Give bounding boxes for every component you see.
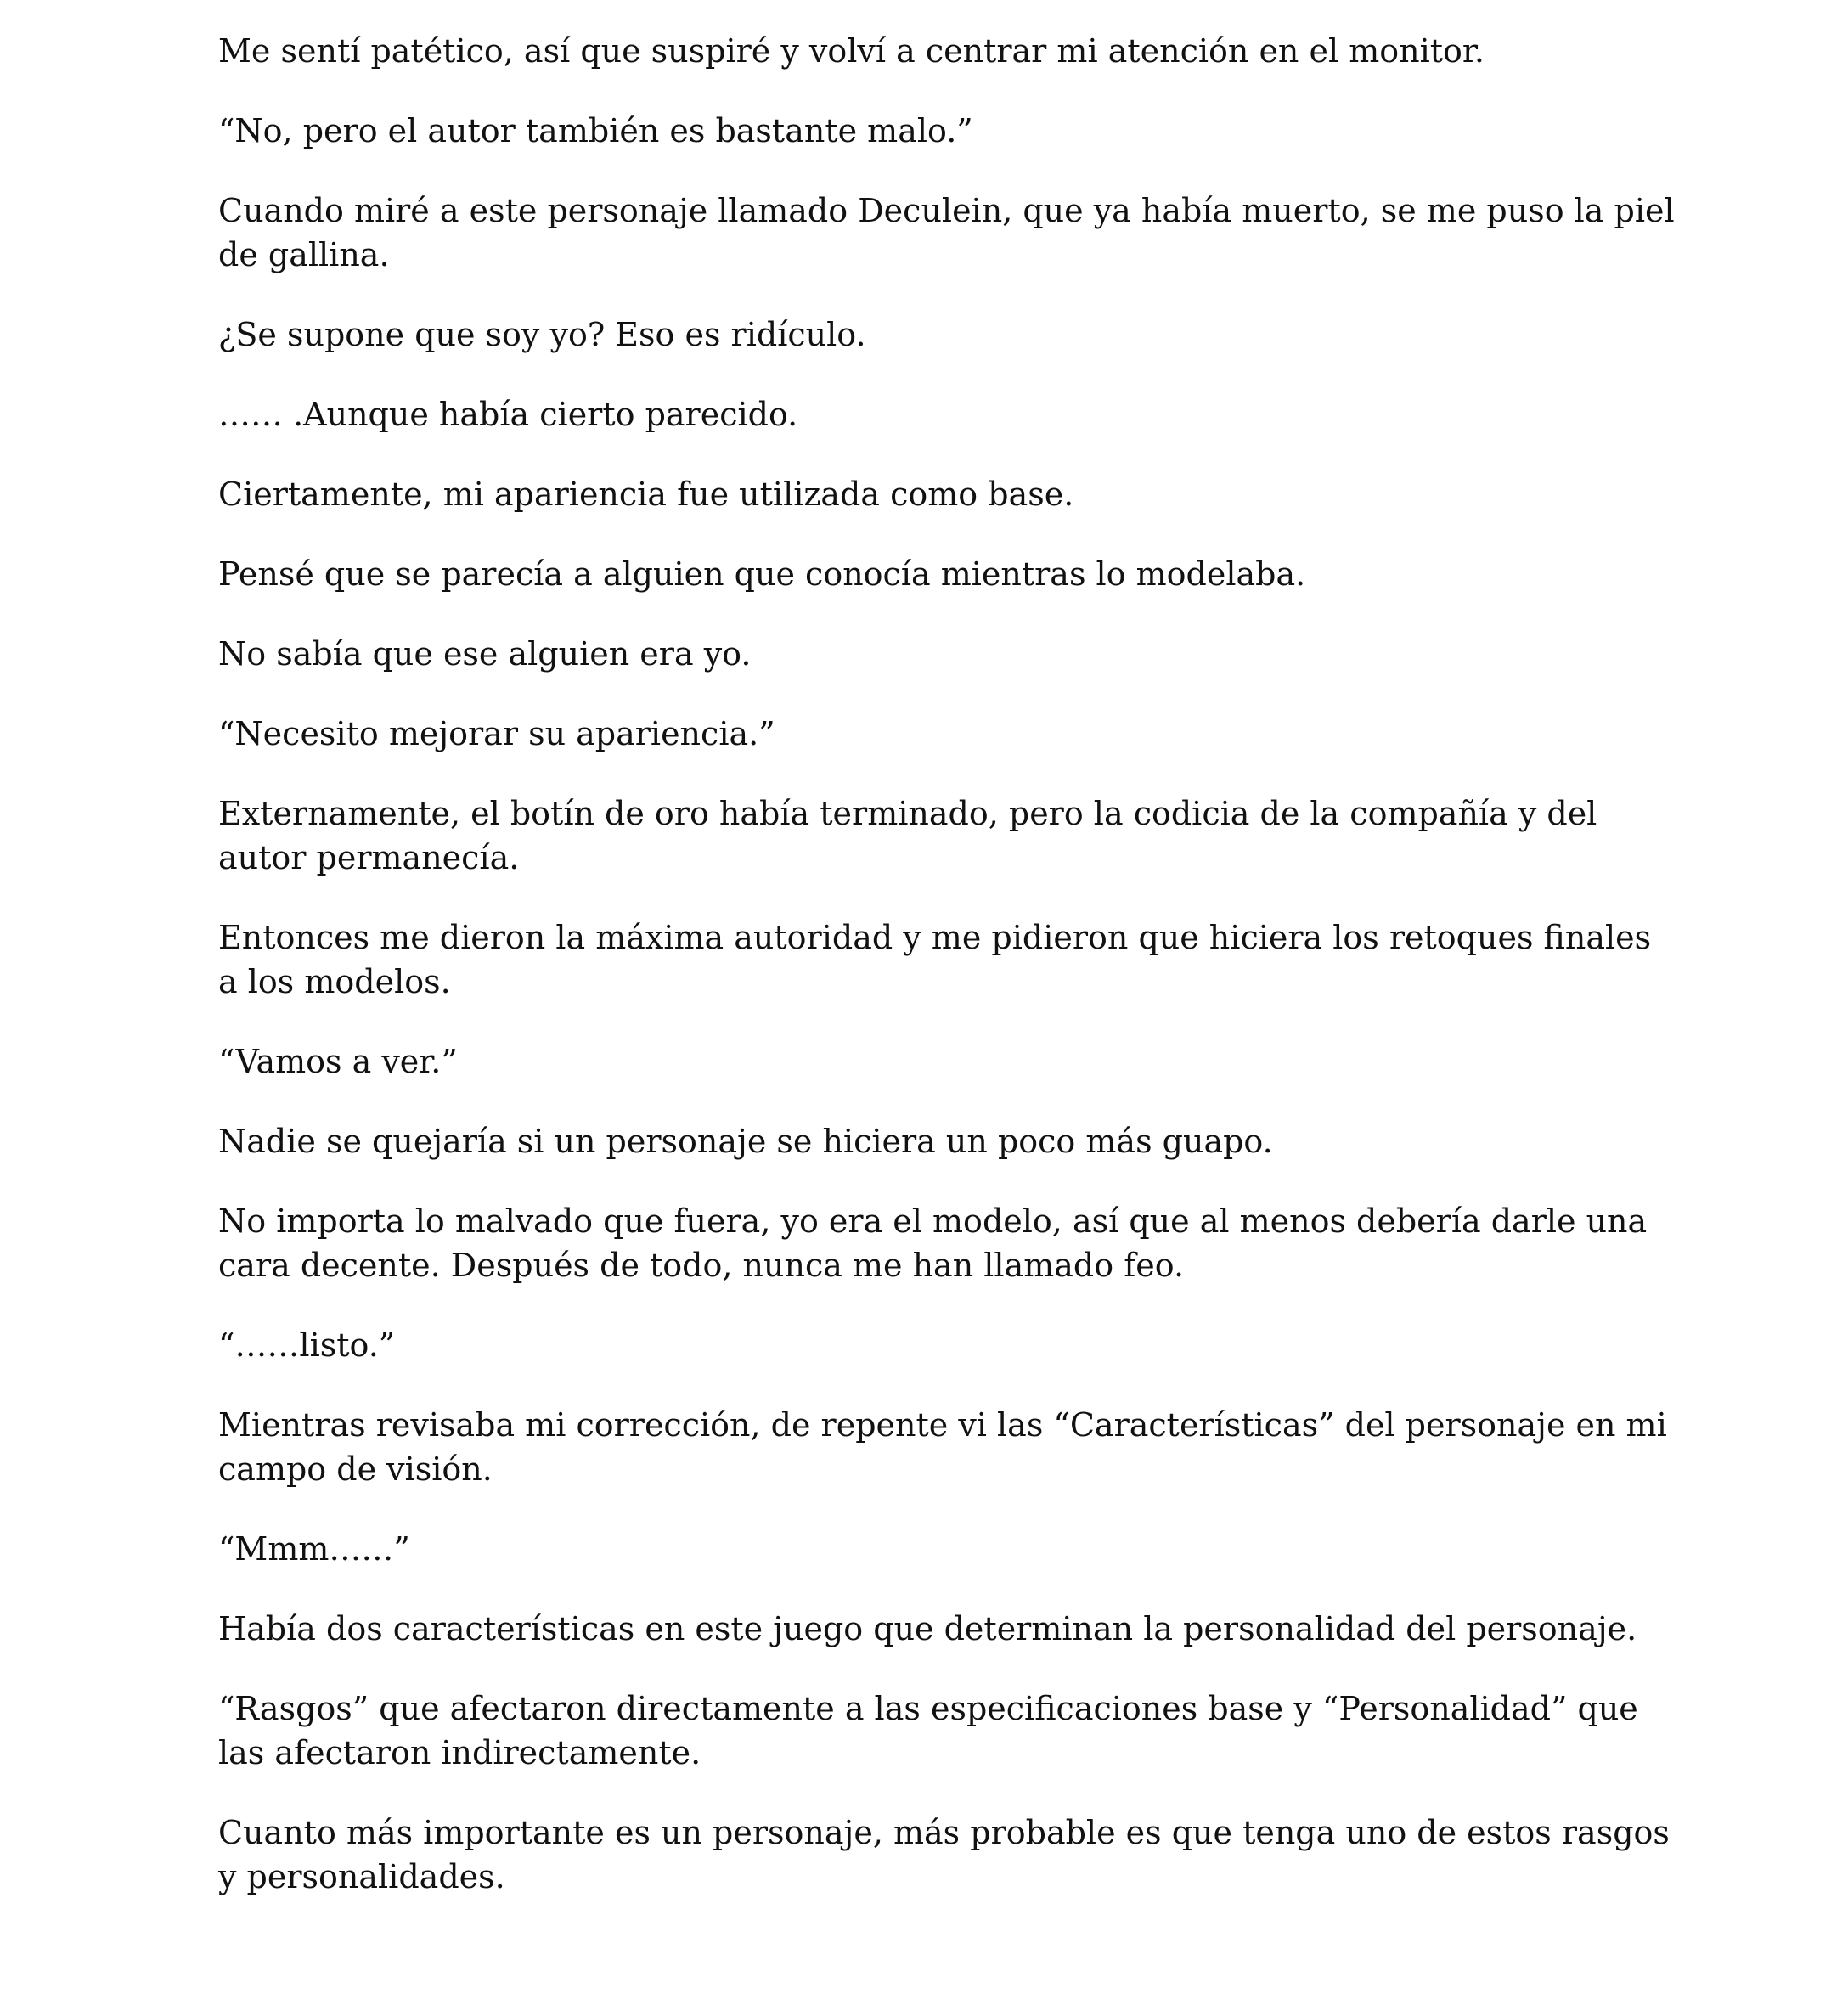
paragraph: Pensé que se parecía a alguien que conocía mientras lo modelaba. — [218, 555, 1306, 593]
paragraph: No sabía que ese alguien era yo. — [218, 635, 752, 673]
paragraph: Me sentí patético, así que suspiré y volví a centrar mi atención en el monitor. — [218, 32, 1485, 70]
paragraph: Había dos características en este juego que determinan la personalidad del personaje. — [218, 1610, 1637, 1647]
paragraph: Nadie se quejaría si un personaje se hiciera un poco más guapo. — [218, 1123, 1273, 1160]
paragraph: Cuando miré a este personaje llamado Deculein, que ya había muerto, se me puso la piel de gallina. — [218, 192, 1675, 273]
paragraph: “Vamos a ver.” — [218, 1043, 458, 1080]
document-body — [218, 29, 1679, 1934]
paragraph: Cuanto más importante es un personaje, más probable es que tenga uno de estos rasgos y personalidades. — [218, 1814, 1670, 1895]
paragraph: No importa lo malvado que fuera, yo era el modelo, así que al menos debería darle una cara decente. Después de todo, nunca me han llamado feo. — [218, 1202, 1648, 1284]
paragraph: “No, pero el autor también es bastante malo.” — [218, 112, 973, 149]
paragraph: “……listo.” — [218, 1326, 396, 1364]
paragraph: ¿Se supone que soy yo? Eso es ridículo. — [218, 316, 866, 353]
paragraph: “Mmm……” — [218, 1530, 410, 1568]
paragraph: “Rasgos” que afectaron directamente a las especificaciones base y “Personalidad” que las afectaron indirectamente. — [218, 1690, 1638, 1771]
paragraph: Externamente, el botín de oro había terminado, pero la codicia de la compañía y del autor permanecía. — [218, 795, 1597, 876]
paragraph: Mientras revisaba mi corrección, de repente vi las “Características” del personaje en mi campo de visión. — [218, 1406, 1667, 1488]
paragraph: “Necesito mejorar su apariencia.” — [218, 715, 775, 752]
paragraph: Ciertamente, mi apariencia fue utilizada como base. — [218, 476, 1074, 513]
paragraph: …… .Aunque había cierto parecido. — [218, 396, 798, 433]
paragraph: Entonces me dieron la máxima autoridad y me pidieron que hiciera los retoques finales a los modelos. — [218, 919, 1652, 1000]
